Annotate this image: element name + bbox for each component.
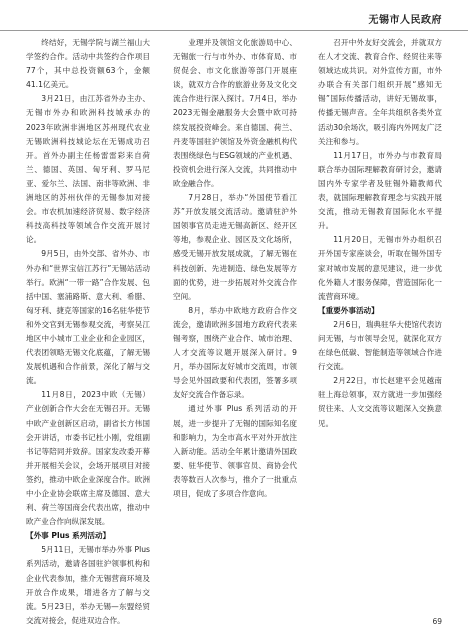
header-title: 无锡市人民政府	[368, 15, 442, 26]
paragraph: 11月17日，市外办与市教育局联合举办国际理解教育研讨会，邀请国内外专家学者及驻锡外籍教师代表，就国际理解教育理念与实践开展交流，推动无锡教育国际化水平提升。	[318, 150, 442, 231]
paragraph: 通过外事 Plus 系列活动的开展，进一步提升了无锡的国际知名度和影响力，为全市高水平对外开放注入新动能。活动全年累计邀请外国政要、驻华使节、领事官员、商协会代表等数百人次参与，推介了一批重点项目，促成了多项合作意向。	[173, 404, 297, 498]
paragraph: 业理并及领馆文化旅游局中心、无锡旅一行与市外办、市体育局、市贸促会、市文化旅游等部门开展座谈，就双方合作的旅游业务及文化交流合作进行深入探讨。7月4日，举办2023无锡金融服务大会暨中欧可持续发展投资峰会。来自德国、荷兰、丹麦等国驻沪领馆及外资金融机构代表围绕绿色与ESG领域的产业机遇、投资机会进行深入交流，共同推动中欧金融合作。	[173, 38, 297, 188]
paragraph: 2月22日，市长赵建平会见越南驻上海总领事，双方就进一步加强经贸往来、人文交流等议题深入交换意见。	[318, 376, 442, 428]
paragraph: 11月20日，无锡市外办组织召开外国专家座谈会，听取在锡外国专家对城市发展的意见建议，进一步优化外籍人才服务保障，营造国际化一流营商环境。	[318, 235, 442, 301]
text-column-1	[26, 36, 150, 625]
paragraph: 终结好，无锡学院与湖兰福山大学签约合作。活动中共签约合作项目77个，其中总投资额63个，金额41.1亿美元。	[26, 38, 150, 90]
paragraph: 7月28日，举办“外国使节看江苏”开放发展交流活动。邀请驻沪外国领事官员走进无锡高新区、经开区等地，参观企业、园区及文化场所，感受无锡开放发展成就，了解无锡在科技创新、先进制造、绿色发展等方面的优势，进一步拓展对外交流合作空间。	[173, 193, 297, 301]
text-column-3	[318, 36, 442, 606]
paragraph: 9月5日，由外交部、省外办、市外办和“世界宝信江苏行”无锡站活动举行。欧洲“一带一路”合作发展、包括中国、塞浦路斯、意大利、希腊、匈牙利、捷克等国家的16名驻华使节和外交官到无锡参观交流，考察吴江地区中小城市工业企业和企业园区，代表团领略无锡文化底蕴，了解无锡发展机遇和合作前景，深化了解与交流。	[26, 249, 150, 386]
paragraph: 召开中外友好交流会，并就双方在人才交流、教育合作、经贸往来等领域达成共识。对外宣传方面，市外办联合有关部门组织开展“感知无锡”国际传播活动，讲好无锡故事，传播无锡声音。全年共组织各类外宣活动30余场次，吸引海内外网友广泛关注和参与。	[318, 38, 442, 146]
paragraph: 5月11日，无锡市举办外事 Plus 系列活动，邀请各国驻沪领事机构和企业代表参加，推介无锡营商环境及开放合作成果，增进各方了解与交流。5月23日，举办无锡—东盟经贸交流对接会，促进双边合作。	[26, 545, 150, 625]
paragraph: 8月，举办中欧地方政府合作交流会，邀请欧洲多国地方政府代表来锡考察，围绕产业合作、城市治理、人才交流等议题开展深入研讨。9月，举办国际友好城市交流周，市领导会见外国政要和代表团，签署多项友好交流合作备忘录。	[173, 305, 297, 400]
section-heading: 【重要外事活动】	[318, 305, 379, 315]
page-header	[0, 0, 468, 31]
section-heading: 【外事 Plus 系列活动】	[26, 531, 111, 541]
paragraph: 2月6日，瑞典驻华大使馆代表访问无锡，与市领导会见，就深化双方在绿色低碳、智能制造等领域合作进行交流。	[318, 319, 442, 372]
text-column-2	[173, 36, 297, 606]
paragraph: 3月21日，由江苏省外办主办、无锡市外办和欧洲科技城承办的2023年欧洲非洲地区苏州现代农业无锡欧洲科技城论坛在无锡成功召开。首外办副主任杨雷雷彩来自荷兰、德国、英国、匈牙利、罗马尼亚、爱尔兰、法国、南非等欧洲、非洲地区的苏州伙伴的无锡参加对接会。市农机加速经济贸易、数字经济科技高科技等领域合作交流开展讨论。	[26, 94, 150, 245]
paragraph: 11月8日，2023中欧（无锡）产业创新合作大会在无锡召开。无锡中欧产业创新区启动，副省长方伟国会开讲话，市委书记杜小刚，党组副书记等陪同并致辞。国家发改委开幕并开展相关会议，会场开展项目对接签约，推动中欧企业深度合作。欧洲中小企业协会联席主席及德国、意大利、荷兰等国商会代表出席，推动中欧产业合作向纵深发展。	[26, 390, 150, 527]
page-number: 69	[432, 617, 442, 626]
